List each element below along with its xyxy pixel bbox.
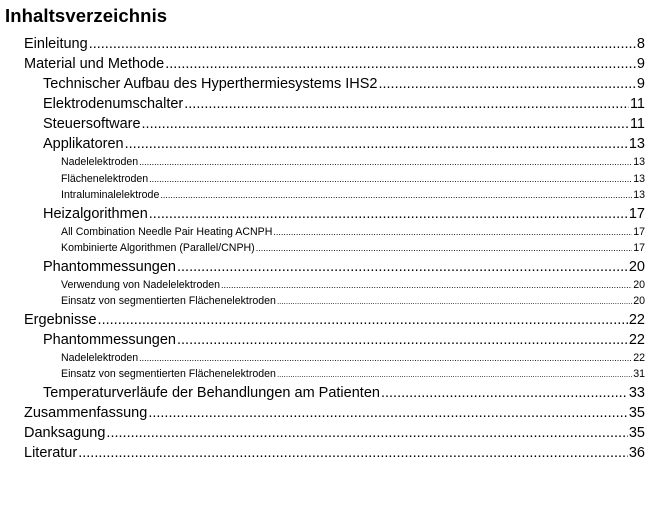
toc-entry-page: 17	[633, 225, 645, 238]
toc-entry-title: Intraluminalelektrode	[61, 189, 160, 201]
dot-leader	[149, 204, 628, 224]
toc-entry-technischer-aufbau[interactable]	[0, 74, 653, 94]
toc-entry-danksagung[interactable]	[0, 423, 653, 443]
dot-leader	[142, 114, 629, 134]
toc-entry-title: Literatur	[24, 444, 78, 461]
dot-leader	[89, 34, 636, 54]
toc-entry-title: Nadelelektroden	[61, 351, 139, 364]
toc-entry-ergebnisse[interactable]	[0, 310, 653, 330]
dot-leader	[139, 350, 632, 367]
toc-entry-page: 31	[633, 368, 645, 380]
toc-entry-page: 13	[628, 136, 645, 152]
toc-entry-title: Phantommessungen	[43, 331, 176, 348]
toc-entry-steuersoftware[interactable]	[0, 114, 653, 134]
dot-leader	[78, 443, 628, 463]
toc-entry-title: Temperaturverläufe der Behandlungen am Patienten	[43, 384, 380, 401]
toc-entry-title: Applikatoren	[43, 136, 124, 152]
toc-entry-title: Kombinierte Algorithmen (Parallel/CNPH)	[61, 242, 255, 254]
toc-entry-page: 20	[633, 295, 645, 307]
toc-entry-title: All Combination Needle Pair Heating ACNPH	[61, 225, 273, 238]
toc-entry-page: 17	[633, 242, 645, 254]
dot-leader	[98, 310, 628, 330]
dot-leader	[184, 94, 629, 114]
toc-entry-page: 22	[628, 331, 645, 348]
page-title: Inhaltsverzeichnis	[5, 5, 168, 26]
toc-entry-page: 9	[636, 76, 645, 92]
toc-entry-page: 35	[628, 404, 645, 421]
dot-leader	[277, 293, 632, 310]
toc-entry-einleitung[interactable]	[0, 34, 653, 54]
dot-leader	[160, 187, 632, 204]
toc-entry-literatur[interactable]	[0, 443, 653, 463]
toc-entry-title: Material und Methode	[24, 56, 165, 72]
toc-entry-title: Technischer Aufbau des Hyperthermiesystems IHS2	[43, 76, 378, 92]
toc-entry-title: Zusammenfassung	[24, 404, 148, 421]
toc-entry-segmentierte-flaechenelektroden-methode[interactable]	[0, 293, 653, 310]
toc-entry-page: 17	[628, 205, 645, 222]
toc-entry-title: Ergebnisse	[24, 311, 97, 328]
toc-entry-intraluminalelektrode[interactable]	[0, 187, 653, 204]
toc-entry-title: Steuersoftware	[43, 116, 141, 132]
toc-entry-page: 8	[636, 36, 645, 52]
dot-leader	[381, 383, 628, 403]
toc-entry-page: 13	[633, 156, 645, 168]
dot-leader	[125, 134, 628, 154]
dot-leader	[273, 224, 632, 241]
toc-entry-page: 36	[628, 444, 645, 461]
toc-entry-title: Elektrodenumschalter	[43, 96, 184, 112]
toc-entry-acnph[interactable]	[0, 224, 653, 241]
toc-entry-page: 9	[636, 56, 645, 72]
toc-entry-applikatoren[interactable]	[0, 134, 653, 154]
toc-entry-page: 13	[633, 172, 645, 185]
dot-leader	[277, 366, 632, 383]
toc-entry-page: 20	[628, 258, 645, 275]
toc-entry-page: 11	[629, 116, 645, 132]
toc-entry-title: Einsatz von segmentierten Flächenelektroden	[61, 368, 276, 380]
toc-entry-page: 22	[633, 351, 645, 364]
toc-list	[0, 34, 653, 463]
toc-entry-verwendung-nadelelektroden[interactable]	[0, 277, 653, 294]
toc-entry-title: Phantommessungen	[43, 258, 176, 275]
dot-leader	[139, 154, 632, 171]
dot-leader	[165, 54, 636, 74]
toc-entry-page: 13	[633, 189, 645, 201]
toc-entry-phantommessungen-ergebnisse[interactable]	[0, 330, 653, 350]
toc-entry-kombinierte-algorithmen[interactable]	[0, 240, 653, 257]
toc-entry-title: Verwendung von Nadelelektroden	[61, 278, 221, 291]
toc-entry-title: Nadelelektroden	[61, 156, 139, 168]
toc-entry-phantommessungen-methode[interactable]	[0, 257, 653, 277]
dot-leader	[148, 403, 628, 423]
toc-entry-page: 20	[633, 278, 645, 291]
toc-entry-nadelelektroden-ergebnisse[interactable]	[0, 350, 653, 367]
toc-entry-page: 11	[629, 96, 645, 112]
toc-entry-elektrodenumschalter[interactable]	[0, 94, 653, 114]
toc-entry-nadelelektroden[interactable]	[0, 154, 653, 171]
toc-entry-temperaturverlaeufe[interactable]	[0, 383, 653, 403]
toc-entry-title: Flächenelektroden	[61, 172, 149, 185]
toc-entry-flaechenelektroden[interactable]	[0, 171, 653, 188]
dot-leader	[256, 240, 633, 257]
dot-leader	[177, 257, 628, 277]
toc-entry-zusammenfassung[interactable]	[0, 403, 653, 423]
toc-entry-title: Einsatz von segmentierten Flächenelektroden	[61, 295, 276, 307]
toc-entry-page: 33	[628, 384, 645, 401]
toc-entry-segmentierte-flaechenelektroden-ergebnisse[interactable]	[0, 366, 653, 383]
toc-entry-title: Einleitung	[24, 36, 88, 52]
toc-entry-title: Danksagung	[24, 424, 106, 441]
dot-leader	[221, 277, 632, 294]
dot-leader	[149, 171, 632, 188]
dot-leader	[378, 74, 635, 94]
toc-entry-material-und-methode[interactable]	[0, 54, 653, 74]
toc-entry-page: 35	[628, 424, 645, 441]
dot-leader	[177, 330, 628, 350]
toc-entry-heizalgorithmen[interactable]	[0, 204, 653, 224]
dot-leader	[106, 423, 627, 443]
toc-entry-title: Heizalgorithmen	[43, 205, 148, 222]
toc-entry-page: 22	[628, 311, 645, 328]
